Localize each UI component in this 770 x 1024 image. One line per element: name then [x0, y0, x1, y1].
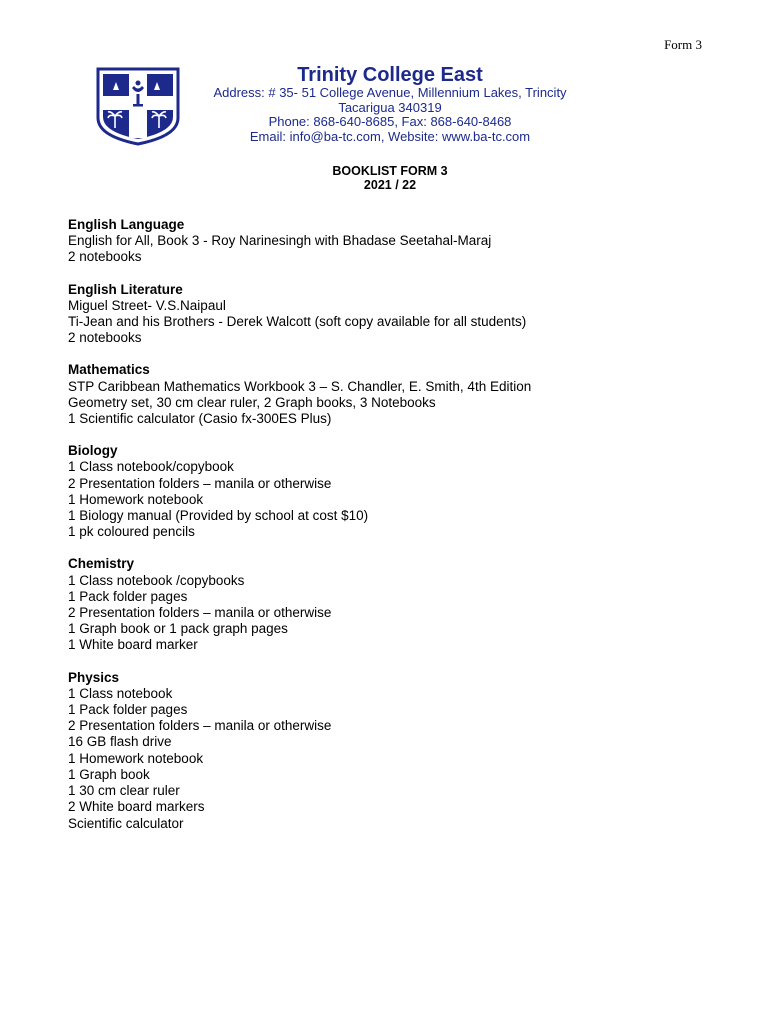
- booklist-item: 1 30 cm clear ruler: [68, 783, 180, 799]
- booklist-item: Ti-Jean and his Brothers - Derek Walcott (soft copy available for all students): [68, 314, 527, 330]
- booklist-item: 2 Presentation folders – manila or otherwise: [68, 718, 332, 734]
- subject-heading: Physics: [68, 669, 120, 685]
- booklist-item: 2 Presentation folders – manila or otherwise: [68, 475, 332, 491]
- subject-heading: Biology: [68, 443, 118, 459]
- booklist-item: 2 Presentation folders – manila or otherwise: [68, 605, 332, 621]
- school-name: Trinity College East: [297, 64, 483, 86]
- booklist-item: 1 Pack folder pages: [68, 588, 188, 604]
- subject-section: [68, 556, 708, 653]
- booklist-item: STP Caribbean Mathematics Workbook 3 – S. Chandler, E. Smith, 4th Edition: [68, 378, 532, 394]
- subject-heading: Chemistry: [68, 556, 135, 572]
- school-header: [195, 64, 585, 144]
- booklist-item: 1 Scientific calculator (Casio fx-300ES Plus): [68, 411, 332, 427]
- subject-section: [68, 362, 708, 427]
- school-address-line1: Address: # 35- 51 College Avenue, Millennium Lakes, Trincity: [213, 85, 567, 100]
- subject-heading: English Literature: [68, 281, 183, 297]
- subject-heading: English Language: [68, 217, 185, 232]
- booklist-item: 2 notebooks: [68, 249, 142, 265]
- booklist-content: [68, 217, 708, 848]
- booklist-item: 1 Pack folder pages: [68, 702, 188, 718]
- booklist-item: 1 Biology manual (Provided by school at cost $10): [68, 508, 369, 524]
- school-phone-line: Phone: 868-640-8685, Fax: 868-640-8468: [268, 114, 512, 129]
- title-line1: BOOKLIST FORM 3: [332, 164, 448, 178]
- booklist-item: 2 White board markers: [68, 799, 205, 815]
- booklist-item: 2 notebooks: [68, 330, 142, 346]
- booklist-item: Scientific calculator: [68, 815, 184, 831]
- booklist-item: 1 Graph book: [68, 766, 150, 782]
- booklist-item: English for All, Book 3 - Roy Narinesingh with Bhadase Seetahal-Maraj: [68, 233, 492, 249]
- booklist-item: Geometry set, 30 cm clear ruler, 2 Graph books, 3 Notebooks: [68, 394, 436, 410]
- subject-heading: Mathematics: [68, 362, 150, 378]
- subject-section: [68, 443, 708, 540]
- school-address-line2: Tacarigua 340319: [338, 99, 442, 115]
- booklist-item: 16 GB flash drive: [68, 734, 172, 750]
- document-title: [240, 164, 540, 192]
- page-label: Form 3: [664, 37, 702, 52]
- booklist-item: 1 Homework notebook: [68, 750, 204, 766]
- booklist-item: 1 Graph book or 1 pack graph pages: [68, 621, 288, 637]
- booklist-item: 1 White board marker: [68, 637, 198, 653]
- title-line2: 2021 / 22: [363, 178, 417, 192]
- booklist-item: 1 Class notebook /copybooks: [68, 572, 245, 588]
- subject-section: [68, 217, 708, 266]
- booklist-item: 1 Class notebook: [68, 685, 173, 701]
- school-crest-logo: [95, 66, 181, 146]
- subject-section: [68, 282, 708, 347]
- booklist-item: 1 pk coloured pencils: [68, 524, 195, 540]
- booklist-item: 1 Class notebook/copybook: [68, 459, 234, 475]
- school-email-line: Email: info@ba-tc.com, Website: www.ba-tc.com: [249, 128, 531, 144]
- subject-section: [68, 670, 708, 832]
- booklist-item: Miguel Street- V.S.Naipaul: [68, 297, 226, 313]
- booklist-item: 1 Homework notebook: [68, 491, 204, 507]
